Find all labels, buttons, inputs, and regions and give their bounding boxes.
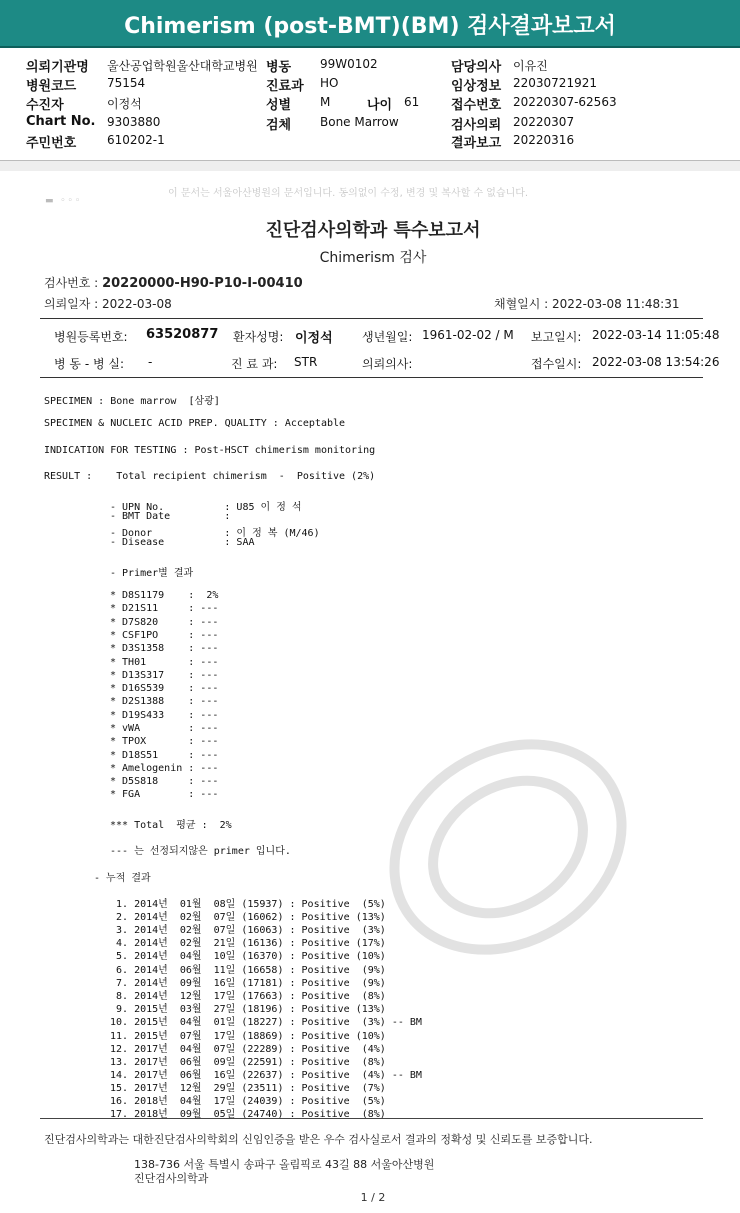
result-line: *** Total 평균 : 2% [110,820,232,831]
header-value: 75154 [107,76,146,90]
report-title-bar [0,0,740,48]
exam-number: 검사번호 : 20220000-H90-P10-I-00410 [44,276,303,291]
report-header [0,50,740,161]
header-label: 성별 [266,98,292,113]
header-value: 99W0102 [320,57,378,71]
page-number: 1 / 2 [360,1191,386,1204]
header-value: HO [320,76,339,90]
dept-label: 진 료 과: [231,357,278,371]
result-line: * D21S11 : --- [110,603,219,614]
faint-logo-mark: ▬ ◦◦◦ [45,196,83,206]
result-line: 15. 2017년 12월 29일 (23511) : Positive (7%) [110,1083,386,1094]
header-value: M [320,95,331,109]
header-label: 검사의뢰 [451,118,502,133]
result-line: 6. 2014년 06월 11일 (16658) : Positive (9%) [110,965,386,976]
header-value: 610202-1 [107,133,165,147]
header-label: 임상정보 [451,79,502,94]
header-label: 주민번호 [26,136,77,151]
result-line: 8. 2014년 12월 17일 (17663) : Positive (8%) [110,991,386,1002]
patient-name: 이정석 [295,331,333,346]
department-name: 진단검사의학과 [134,1172,209,1185]
certification-text: 진단검사의학과는 대한진단검사의학회의 신임인증을 받은 우수 검사실로서 결과의 정확성 및 신뢰도를 보증합니다. [44,1133,593,1146]
collect-time: 채혈일시 : 2022-03-08 11:48:31 [494,297,680,311]
reg-no: 63520877 [146,327,219,342]
result-line: - BMT Date : [110,511,231,522]
result-line: - Donor : 이 정 복 (M/46) [110,528,320,539]
separator [0,161,740,171]
header-label: 검체 [266,118,292,133]
result-line: RESULT : Total recipient chimerism - Positive (2%) [44,471,376,482]
header-label: 진료과 [266,79,304,94]
result-line: 5. 2014년 04월 10일 (16370) : Positive (10%) [110,951,386,962]
result-line: - Disease : SAA [110,537,255,548]
result-line: * D3S1358 : --- [110,643,219,654]
result-line: 7. 2014년 09월 16일 (17181) : Positive (9%) [110,978,386,989]
header-value: 이유진 [513,59,548,73]
hospital-seal-watermark [358,732,718,962]
request-date: 의뢰일자 : 2022-03-08 [44,297,172,311]
header-value: 20220307-62563 [513,95,617,109]
header-value: 20220316 [513,133,575,147]
result-line: 13. 2017년 06월 09일 (22591) : Positive (8%) [110,1057,386,1068]
result-line: 14. 2017년 06월 16일 (22637) : Positive (4%) -- BM [110,1070,422,1081]
header-label: 담당의사 [451,60,502,75]
dept: STR [294,355,318,369]
result-line: * D19S433 : --- [110,710,219,721]
result-line: * D13S317 : --- [110,670,219,681]
result-line: 2. 2014년 02월 07일 (16062) : Positive (13%) [110,912,386,923]
result-line: * D7S820 : --- [110,617,219,628]
result-line: * TH01 : --- [110,657,219,668]
header-label: 결과보고 [451,136,502,151]
result-line: - Primer별 결과 [110,568,194,579]
header-value: 61 [404,95,420,109]
header-label: 접수번호 [451,98,502,113]
hospital-address: 138-736 서울 특별시 송파구 올림픽로 43길 88 서울아산병원 [134,1158,435,1171]
result-line: * D18S51 : --- [110,750,219,761]
result-line: * D5S818 : --- [110,776,219,787]
header-value: Bone Marrow [320,115,399,129]
header-label: 수진자 [26,98,64,113]
dob-label: 생년월일: [362,330,413,344]
result-line: 11. 2015년 07월 17일 (18869) : Positive (10%) [110,1031,386,1042]
header-label: 병원코드 [26,79,77,94]
header-value: 20220307 [513,115,575,129]
patient-info-box [40,318,720,378]
result-line: * D8S1179 : 2% [110,590,219,601]
result-line: 10. 2015년 04월 01일 (18227) : Positive (3%) -- BM [110,1017,422,1028]
header-label: 의뢰기관명 [26,60,89,75]
result-line: 12. 2017년 04월 07일 (22289) : Positive (4%) [110,1044,386,1055]
result-line: * FGA : --- [110,789,219,800]
result-line: * D16S539 : --- [110,683,219,694]
doctor-label: 의뢰의사: [362,357,413,371]
header-value: 이정석 [107,97,142,111]
result-line: 9. 2015년 03월 27일 (18196) : Positive (13%) [110,1004,386,1015]
header-label: 나이 [367,98,393,113]
result-line: - UPN No. : U85 이 정 석 [110,502,302,513]
report-title: Chimerism (post-BMT)(BM) 검사결과보고서 [124,14,616,39]
ward-label: 병 동 - 병 실: [54,357,124,371]
report-time: 2022-03-14 11:05:48 [592,328,720,342]
result-line: SPECIMEN & NUCLEIC ACID PREP. QUALITY : Acceptable [44,418,346,429]
result-line: 3. 2014년 02월 07일 (16063) : Positive (3%) [110,925,386,936]
result-line: 1. 2014년 01월 08일 (15937) : Positive (5%) [110,899,386,910]
header-value: 울산공업학원울산대학교병원 [107,59,258,73]
result-line: - 누적 결과 [94,873,151,884]
dob: 1961-02-02 / M [422,328,514,342]
header-value: 22030721921 [513,76,597,90]
result-line: * vWA : --- [110,723,219,734]
scanned-report-page [28,172,718,1213]
result-line: * Amelogenin : --- [110,763,219,774]
doc-subtitle: Chimerism 검사 [319,250,427,266]
header-label: Chart No. [26,114,96,129]
name-label: 환자성명: [233,330,284,344]
header-value: 9303880 [107,115,161,129]
result-line: 16. 2018년 04월 17일 (24039) : Positive (5%) [110,1096,386,1107]
result-line: * CSF1PO : --- [110,630,219,641]
result-line: * D2S1388 : --- [110,696,219,707]
result-line: 4. 2014년 02월 21일 (16136) : Positive (17%) [110,938,386,949]
result-line: 17. 2018년 09월 05일 (24740) : Positive (8%) [110,1109,386,1120]
result-line: * TPOX : --- [110,736,219,747]
result-line: SPECIMEN : Bone marrow [삼광] [44,396,220,407]
reg-label: 병원등록번호: [54,330,128,344]
result-line: INDICATION FOR TESTING : Post-HSCT chimerism monitoring [44,445,376,456]
report-time-label: 보고일시: [531,330,582,344]
header-label: 병동 [266,60,292,75]
ward: - [148,355,153,369]
receive-time: 2022-03-08 13:54:26 [592,355,720,369]
receive-time-label: 접수일시: [531,357,582,371]
copy-warning: 이 문서는 서울아산병원의 문서입니다. 동의없이 수정, 변경 및 복사할 수 없습니다. [168,188,529,199]
doc-title: 진단검사의학과 특수보고서 [265,220,481,241]
result-line: --- 는 선정되지않은 primer 입니다. [110,846,291,857]
footer-rule [40,1118,703,1119]
